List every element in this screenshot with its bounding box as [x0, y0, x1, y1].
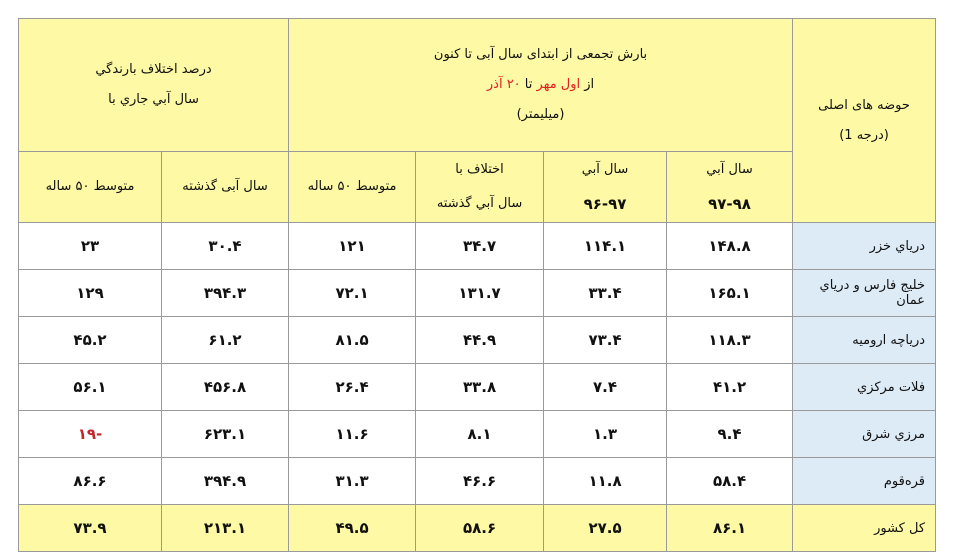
negative-cell: -۱۹	[19, 411, 162, 458]
table-row	[19, 364, 936, 411]
cell: ۲۶.۴	[289, 364, 416, 411]
cell: ۶۱.۲	[162, 317, 289, 364]
cell: ۲۳	[19, 223, 162, 270]
row-name: درياي خزر	[793, 223, 936, 270]
col-header-diff-prev	[416, 152, 544, 223]
end-date: ۲۰ آذر	[486, 77, 521, 92]
col-header-9697	[544, 152, 667, 223]
total-cell: ۲۷.۵	[544, 505, 667, 552]
cell: ۱۱۸.۳	[667, 317, 793, 364]
cell: ۸۶.۶	[19, 458, 162, 505]
col-diff-line1: اختلاف با	[455, 162, 504, 177]
basin-header	[793, 19, 936, 223]
table-row	[19, 270, 936, 317]
row-name: قره‌قوم	[793, 458, 936, 505]
cell: ۱۳۱.۷	[416, 270, 544, 317]
row-name: خليج فارس و درياي عمان	[793, 270, 936, 317]
diff-pct-header	[19, 19, 289, 152]
total-cell: ۲۱۳.۱	[162, 505, 289, 552]
row-name: درياچه اروميه	[793, 317, 936, 364]
cell: ۴۵۶.۸	[162, 364, 289, 411]
diff-pct-line1: درصد اختلاف بارندگي	[95, 62, 212, 77]
to-word: تا	[524, 77, 533, 92]
table-row	[19, 411, 936, 458]
cell: ۱۱۴.۱	[544, 223, 667, 270]
basin-header-line2: (درجه 1)	[839, 127, 889, 143]
total-cell: ۵۸.۶	[416, 505, 544, 552]
cell: ۳۱.۳	[289, 458, 416, 505]
table-row	[19, 317, 936, 364]
cell: ۶۲۳.۱	[162, 411, 289, 458]
total-row-name: کل کشور	[793, 505, 936, 552]
rainfall-table-container	[18, 18, 936, 552]
start-date: اول مهر	[536, 77, 581, 92]
cell: ۳۴.۷	[416, 223, 544, 270]
cell: ۷۲.۱	[289, 270, 416, 317]
cell: ۱.۳	[544, 411, 667, 458]
rainfall-header-line3: (ميليمتر)	[516, 107, 565, 122]
cell: ۱۲۱	[289, 223, 416, 270]
table-row	[19, 223, 936, 270]
row-name: فلات مرکزي	[793, 364, 936, 411]
cell: ۷۳.۴	[544, 317, 667, 364]
col-diff-line2: سال آبي گذشته	[436, 196, 523, 211]
row-name: مرزي شرق	[793, 411, 936, 458]
col-header-avg50: متوسط ۵۰ ساله	[289, 152, 416, 223]
cell: ۷.۴	[544, 364, 667, 411]
total-cell: ۷۳.۹	[19, 505, 162, 552]
cell: ۳۰.۴	[162, 223, 289, 270]
table-row	[19, 458, 936, 505]
col-9798-line2: ۹۷-۹۸	[708, 195, 751, 213]
diff-pct-line2: سال آبي جاري با	[108, 92, 199, 107]
basin-header-line1: حوضه های اصلی	[818, 97, 910, 113]
col-9697-line2: ۹۶-۹۷	[583, 195, 627, 213]
total-cell: ۸۶.۱	[667, 505, 793, 552]
total-row	[19, 505, 936, 552]
cell: ۴۱.۲	[667, 364, 793, 411]
rainfall-header-line2	[289, 70, 792, 100]
total-cell: ۴۹.۵	[289, 505, 416, 552]
cell: ۳۳.۸	[416, 364, 544, 411]
col-9697-line1: سال آبي	[581, 162, 629, 177]
rainfall-header	[289, 19, 793, 152]
cell: ۱۱.۶	[289, 411, 416, 458]
rainfall-header-line1: بارش تجمعی از ابتدای سال آبی تا کنون	[433, 47, 648, 62]
cell: ۴۵.۲	[19, 317, 162, 364]
col-header-9798	[667, 152, 793, 223]
cell: ۸.۱	[416, 411, 544, 458]
col-header-avg50-pct: متوسط ۵۰ ساله	[19, 152, 162, 223]
cell: ۳۹۴.۳	[162, 270, 289, 317]
col-9798-line1: سال آبي	[706, 162, 753, 177]
col-header-prev-year: سال آبی گذشته	[162, 152, 289, 223]
cell: ۹.۴	[667, 411, 793, 458]
cell: ۱۶۵.۱	[667, 270, 793, 317]
cell: ۴۶.۶	[416, 458, 544, 505]
cell: ۱۱.۸	[544, 458, 667, 505]
cell: ۱۲۹	[19, 270, 162, 317]
cell: ۵۸.۴	[667, 458, 793, 505]
cell: ۱۴۸.۸	[667, 223, 793, 270]
rainfall-table	[18, 18, 936, 552]
cell: ۸۱.۵	[289, 317, 416, 364]
cell: ۳۳.۴	[544, 270, 667, 317]
from-word: از	[584, 77, 595, 92]
cell: ۵۶.۱	[19, 364, 162, 411]
cell: ۴۴.۹	[416, 317, 544, 364]
cell: ۳۹۴.۹	[162, 458, 289, 505]
